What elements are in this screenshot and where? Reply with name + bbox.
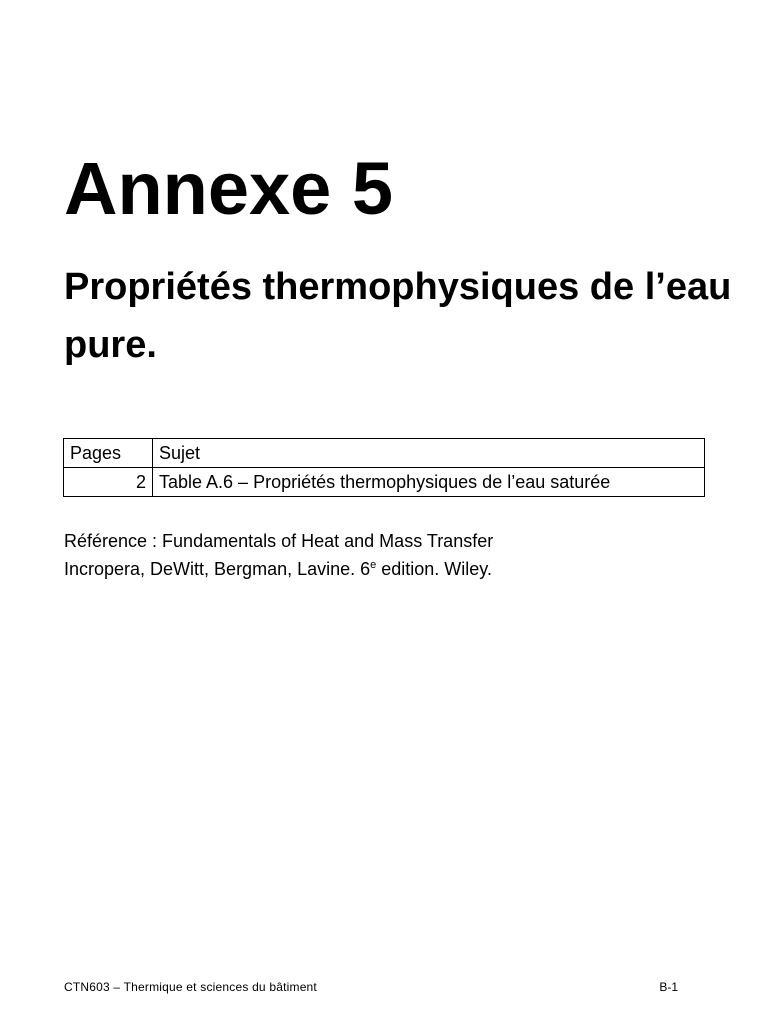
page-title: Annexe 5 xyxy=(64,147,394,230)
page-subtitle: Propriétés thermophysiques de l’eau pure. xyxy=(64,266,732,366)
footer-course-title: CTN603 – Thermique et sciences du bâtiment xyxy=(64,980,317,994)
reference-line-authors xyxy=(64,555,493,583)
contents-table xyxy=(63,438,705,497)
reference-edition-superscript: e xyxy=(370,559,377,571)
reference-authors-text: Incropera, DeWitt, Bergman, Lavine. 6 xyxy=(64,559,371,579)
table-cell-page: 2 xyxy=(64,468,153,497)
reference-publisher-text: edition. Wiley. xyxy=(376,559,492,579)
reference-line-title: Référence : Fundamentals of Heat and Mass Transfer xyxy=(64,531,494,551)
table-cell-subject: Table A.6 – Propriétés thermophysiques de l’eau saturée xyxy=(153,468,705,497)
table-header-row xyxy=(64,439,705,468)
footer-page-number: B-1 xyxy=(659,980,678,994)
column-header-pages: Pages xyxy=(64,439,153,468)
table-row xyxy=(64,468,705,497)
reference-block xyxy=(64,527,493,583)
column-header-subject: Sujet xyxy=(153,439,705,468)
